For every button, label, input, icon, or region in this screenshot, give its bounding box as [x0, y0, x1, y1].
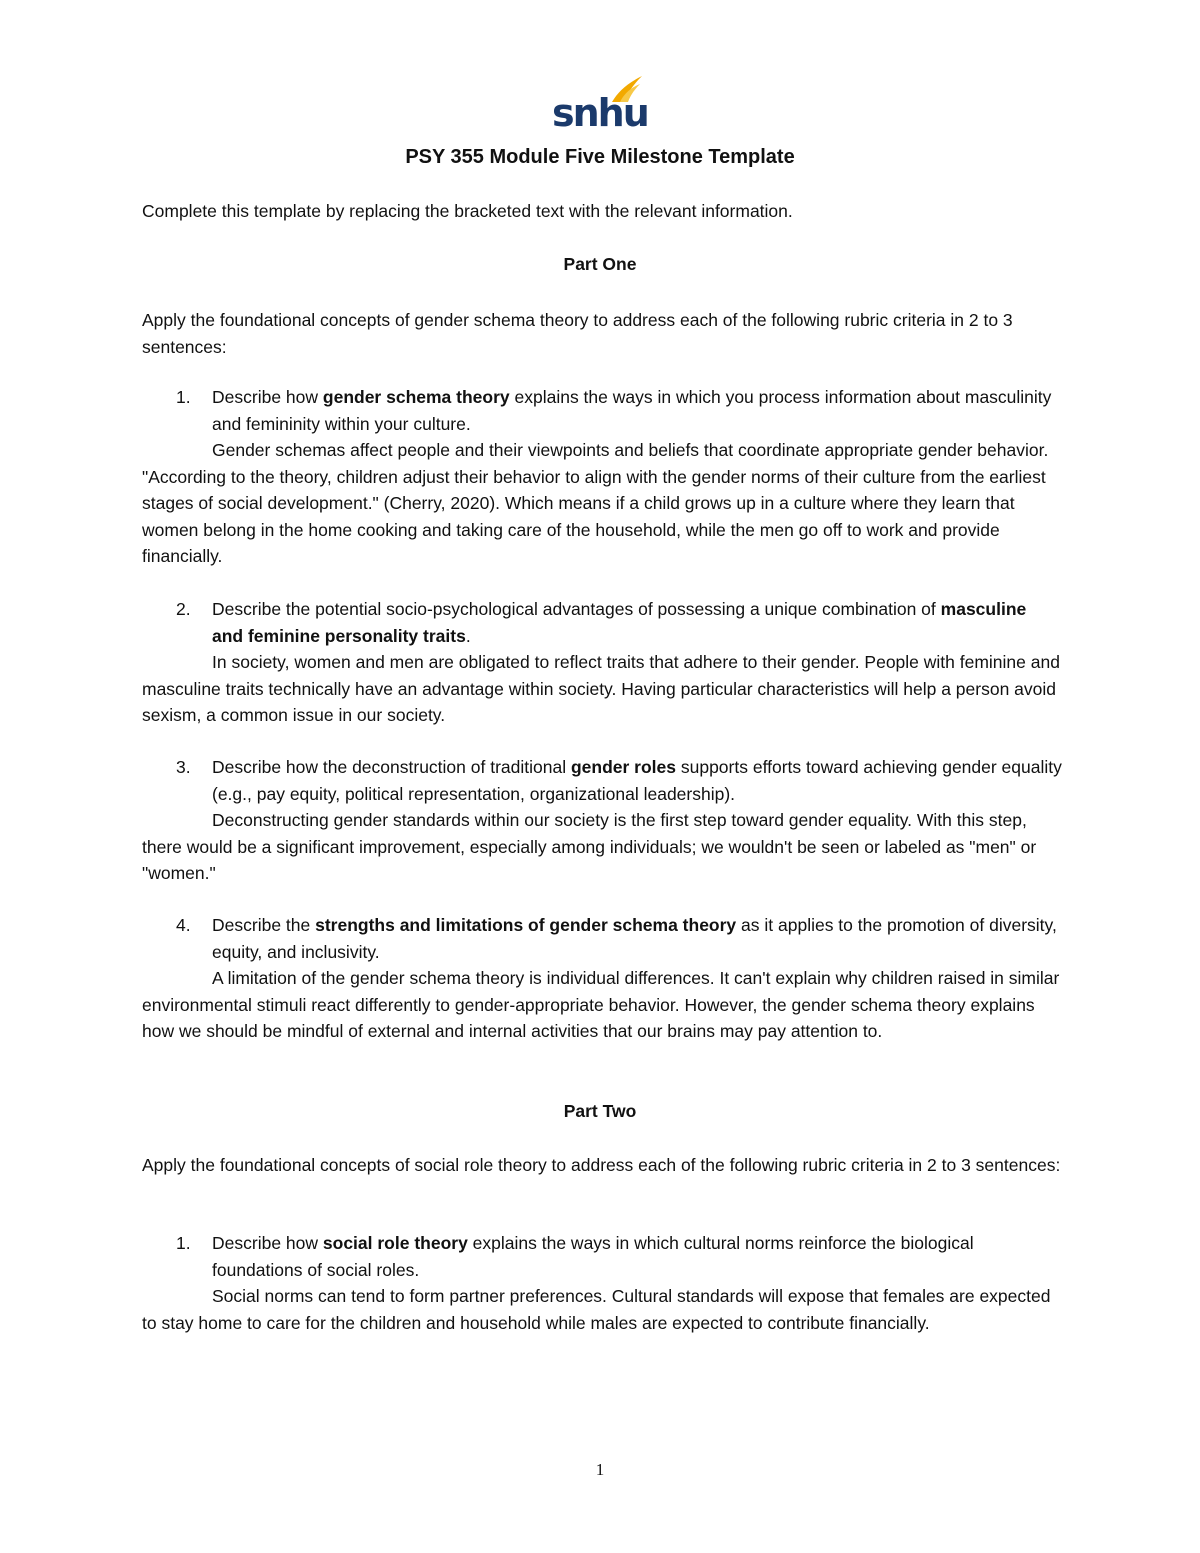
question-text: Describe how [212, 387, 323, 407]
question-keyword: social role theory [322, 1233, 468, 1253]
question-text: Describe the potential socio-psychological advantages of possessing a unique combination of [212, 599, 941, 619]
question [142, 384, 1062, 437]
list-item [142, 1230, 1062, 1336]
part-two-heading: Part Two [563, 1101, 637, 1121]
question [142, 754, 1062, 807]
part-one-intro: Apply the foundational concepts of gender schema theory to address each of the following rubric criteria in 2 to 3 sentences: [142, 310, 1013, 357]
question-keyword: strengths and limitations of gender schema theory [315, 915, 737, 935]
question-text: explains the ways in which cultural norms reinforce the biological foundations of social roles. [212, 1233, 974, 1280]
question-keyword: gender schema theory [322, 387, 510, 407]
logo-text: snhu [552, 91, 648, 135]
question-keyword: masculine and feminine personality traits [212, 599, 1027, 646]
question-text: Describe how the deconstruction of traditional [212, 757, 571, 777]
part-one-heading: Part One [563, 254, 637, 274]
answer: Gender schemas affect people and their viewpoints and beliefs that coordinate appropriate gender behavior. "According to the theory, children adjust their behavior to align with the gender norms of their culture from the earliest stages of social development." (Cherry, 2020). Which means if a child grows up in a culture where they learn that women belong in the home cooking and taking care of the household, while the men go off to work and provide financially. [142, 440, 1049, 566]
item-number: 4. [176, 915, 191, 935]
question [142, 912, 1062, 965]
list-item [142, 596, 1062, 729]
list-item [142, 912, 1062, 1045]
question-keyword: gender roles [570, 757, 676, 777]
snhu-logo [552, 74, 648, 135]
question [142, 1230, 1062, 1283]
answer: In society, women and men are obligated to reflect traits that adhere to their gender. People with feminine and masculine traits technically have an advantage within society. Having particular characteristics will help a person avoid sexism, a common issue in our society. [142, 652, 1060, 725]
question-text: supports efforts toward achieving gender equality (e.g., pay equity, political representation, organizational leadership). [212, 757, 1062, 804]
item-number: 1. [176, 1233, 191, 1253]
list-item [142, 384, 1062, 570]
part-two-intro: Apply the foundational concepts of social role theory to address each of the following rubric criteria in 2 to 3 sentences: [142, 1155, 1061, 1175]
answer: Social norms can tend to form partner preferences. Cultural standards will expose that females are expected to stay home to care for the children and household while males are expected to contribute financially. [142, 1286, 1051, 1333]
document-title: PSY 355 Module Five Milestone Template [405, 146, 795, 168]
question [142, 596, 1062, 649]
question-text: Describe how [212, 1233, 323, 1253]
question-text: as it applies to the promotion of diversity, equity, and inclusivity. [212, 915, 1057, 962]
question-text: Describe the [212, 915, 316, 935]
instructions: Complete this template by replacing the bracketed text with the relevant information. [142, 201, 793, 221]
answer: Deconstructing gender standards within our society is the first step toward gender equality. With this step, there would be a significant improvement, especially among individuals; we wouldn't be seen or labeled as "men" or "women." [142, 810, 1037, 883]
question-text: . [465, 625, 471, 646]
answer: A limitation of the gender schema theory is individual differences. It can't explain why children raised in similar environmental stimuli react differently to gender-appropriate behavior. However, the gender schema theory explains how we should be mindful of external and internal activities that our brains may pay attention to. [142, 968, 1060, 1041]
item-number: 3. [176, 757, 191, 777]
question-text: explains the ways in which you process information about masculinity and femininity within your culture. [212, 387, 1052, 434]
page-number: 1 [595, 1460, 605, 1479]
list-item [142, 754, 1062, 887]
item-number: 1. [176, 387, 191, 407]
item-number: 2. [176, 599, 191, 619]
